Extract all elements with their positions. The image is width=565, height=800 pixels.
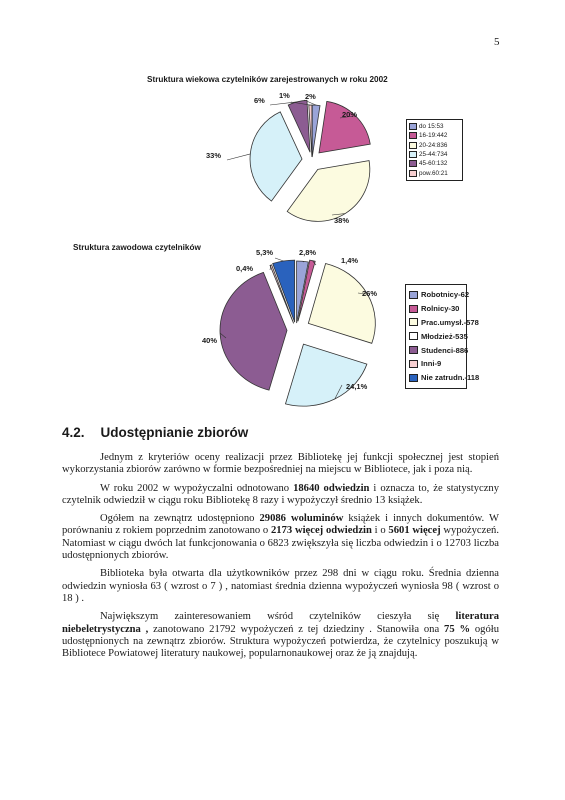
legend-item: [409, 371, 480, 385]
legend-label: 16-19:442: [419, 132, 448, 140]
page-number: 5: [494, 36, 500, 48]
slice-label: 6%: [254, 96, 265, 105]
slice-label: 26%: [362, 289, 378, 298]
legend-swatch: [409, 318, 418, 326]
paragraph: [62, 513, 499, 562]
slice-label: 33%: [206, 151, 222, 160]
legend-label: Nie zatrudn.-118: [421, 373, 480, 383]
legend-label: Prac.umysł.-578: [421, 317, 479, 327]
legend-label: 25-44:734: [419, 151, 448, 159]
bold-run: literatura niebeletrystyczna ,: [62, 611, 499, 635]
bold-run: 2173 więcej odwiedzin: [271, 525, 372, 537]
pie-slice: [308, 263, 378, 343]
legend-label: 20-24:836: [419, 141, 448, 149]
leader-line: [275, 258, 284, 261]
legend-label: Robotnicy-62: [421, 290, 470, 300]
legend-item: [409, 288, 470, 302]
age-chart-title: Struktura wiekowa czytelników zarejestrowanych w roku 2002: [147, 75, 388, 84]
pie-slice: [220, 272, 287, 390]
legend-item: [409, 329, 468, 343]
slice-label: 20%: [342, 110, 358, 119]
legend-label: Rolnicy-30: [421, 304, 460, 314]
text-run: książek i innych dokumentów. W porównaniu z rokiem poprzednim zanotowano o: [62, 513, 500, 537]
slice-label: 1,4%: [341, 256, 359, 265]
paragraph: [62, 452, 499, 477]
legend-label: Inni-9: [421, 359, 442, 369]
occupation-chart-title: Struktura zawodowa czytelników: [73, 243, 201, 252]
bold-run: 18640 odwiedzin: [293, 482, 370, 494]
slice-label: 5,3%: [256, 248, 274, 257]
slice-label: 24,1%: [346, 382, 368, 391]
legend-label: pow.60:21: [419, 169, 448, 177]
section-title: Udostępnianie zbiorów: [100, 425, 249, 440]
bold-run: 75 %: [444, 623, 471, 635]
legend-item: [409, 357, 463, 371]
legend-item: [409, 302, 463, 316]
legend-swatch: [409, 346, 418, 354]
legend-label: Młodzież-535: [421, 331, 468, 341]
pie-slice: [285, 344, 366, 406]
legend-label: 45-60:132: [419, 160, 448, 168]
section-heading: [62, 425, 248, 440]
text-run: Ogółem na zewnątrz udostępniono: [100, 513, 260, 525]
bold-run: 29086 woluminów: [259, 513, 344, 525]
text-run: wypożyczeń. Natomiast w ciągu dwóch lat funkcjonowania o 6823 zwiększyła się liczba odwiedzin i o 12703 liczba udostępnionych zbiorów.: [62, 525, 499, 562]
slice-label: 2%: [305, 92, 316, 101]
body-text: [62, 452, 499, 666]
paragraph: [62, 483, 499, 508]
slice-label: 38%: [334, 216, 350, 225]
slice-label: 2,8%: [299, 248, 317, 257]
text-run: W roku 2002 w wypożyczalni odnotowano: [100, 482, 294, 494]
slice-label: 1%: [279, 91, 290, 100]
legend-label: Studenci-886: [421, 345, 469, 355]
legend-item: [409, 343, 469, 357]
text-run: i oznacza to, że statystyczny czytelnik odwiedził w ciągu roku Bibliotekę 8 razy i wypożyczył średnio 13 książek.: [62, 482, 499, 506]
text-run: Największym zainteresowaniem wśród czytelników cieszyła się: [100, 611, 456, 623]
text-run: Jednym z kryteriów oceny realizacji przez Bibliotekę jej funkcji społecznej jest stopień wykorzystania zbiorów zarówno w formie bezpośredniej na miejscu w Bibliotece, jak i poza nią.: [62, 452, 499, 476]
slice-label: 40%: [202, 336, 218, 345]
legend-swatch: [409, 374, 418, 382]
legend-item: [409, 316, 479, 330]
slice-label: 0,4%: [236, 264, 254, 273]
legend-swatch: [409, 305, 418, 313]
occupation-chart-legend: [405, 284, 480, 389]
paragraph: [62, 611, 499, 660]
paragraph: [62, 568, 499, 605]
text-run: ogółu udostępnionych na zewnątrz zbiorów. Struktura wypożyczeń potwierdza, że czytelnicy poszukują w Bibliotece Powiatowej literatury naukowej, popularnonaukowej oraz że ją znajdują.: [62, 623, 500, 660]
bold-run: 5601 więcej: [388, 525, 441, 537]
legend-swatch: [409, 360, 418, 368]
legend-label: do 15:53: [419, 123, 444, 131]
text-run: zanotowano 21792 wypożyczeń z tej dziedziny . Stanowiła ona: [148, 623, 445, 635]
text-run: Biblioteka była otwarta dla użytkowników przez 298 dni w ciągu roku. Średnia dzienna odwiedzin wyniosła 63 ( wzrost o 7 ) , natomiast średnia dzienna wypożyczeń wyniosła 98 ( wzrost o 18 ) .: [62, 568, 499, 604]
legend-swatch: [409, 332, 418, 340]
text-run: i o: [371, 525, 389, 537]
section-number: 4.2.: [62, 425, 85, 440]
legend-swatch: [409, 291, 418, 299]
